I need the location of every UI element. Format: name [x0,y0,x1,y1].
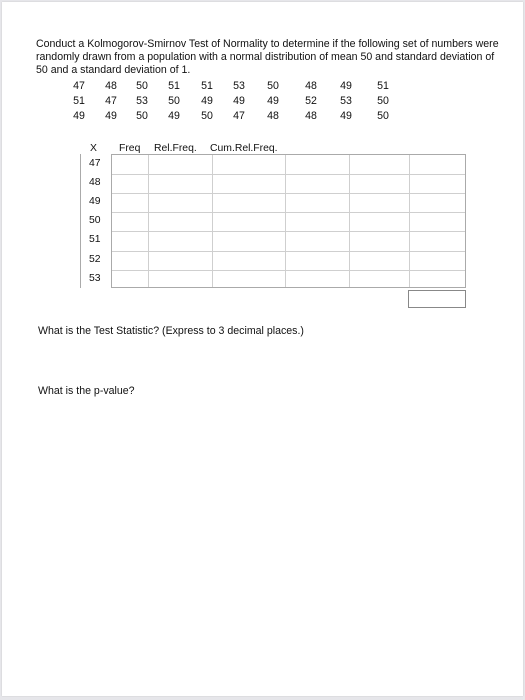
data-value: 51 [168,80,180,92]
test-statistic-answer-box[interactable] [408,290,466,308]
data-value: 53 [233,80,245,92]
table-row-divider [112,251,465,252]
data-value: 50 [267,80,279,92]
worksheet-page [2,2,523,696]
data-value: 47 [73,80,85,92]
table-row-divider [112,193,465,194]
table-row-divider [112,174,465,175]
header-rel-freq: Rel.Freq. [154,143,197,154]
x-value: 48 [89,177,101,189]
data-value: 49 [233,95,245,107]
data-value: 50 [168,95,180,107]
data-value: 50 [201,110,213,122]
data-value: 49 [267,95,279,107]
table-row-divider [112,270,465,271]
data-value: 47 [105,95,117,107]
data-value: 50 [136,110,148,122]
data-value: 48 [267,110,279,122]
data-value: 51 [73,95,85,107]
x-value: 52 [89,253,101,265]
x-value: 51 [89,234,101,246]
data-value: 53 [136,95,148,107]
x-value: 50 [89,215,101,227]
data-value: 53 [340,95,352,107]
data-value: 48 [305,80,317,92]
data-value: 49 [73,110,85,122]
x-value-column [80,154,110,288]
data-value: 49 [340,80,352,92]
table-row-divider [112,212,465,213]
data-value: 49 [201,95,213,107]
data-value: 50 [377,95,389,107]
data-value: 49 [340,110,352,122]
data-value: 51 [201,80,213,92]
x-value: 47 [89,158,101,169]
header-freq: Freq [119,143,141,154]
test-statistic-question: What is the Test Statistic? (Express to 3 decimal places.) [38,325,304,337]
data-value: 48 [105,80,117,92]
data-value: 50 [136,80,148,92]
header-cum-rel-freq: Cum.Rel.Freq. [210,143,278,154]
data-value: 51 [377,80,389,92]
problem-prompt: Conduct a Kolmogorov-Smirnov Test of Normality to determine if the following set of numbers were randomly drawn from a population with a normal distribution of mean 50 and standard deviation of 50 and a standard deviation of 1. [36,38,499,76]
p-value-question: What is the p-value? [38,385,135,397]
x-value: 49 [89,196,101,208]
data-value: 52 [305,95,317,107]
x-value: 53 [89,272,101,284]
data-value: 49 [168,110,180,122]
header-x: X [90,143,97,154]
table-row-divider [112,231,465,232]
data-value: 49 [105,110,117,122]
data-value: 47 [233,110,245,122]
data-value: 48 [305,110,317,122]
frequency-table-grid[interactable] [111,154,466,288]
data-value: 50 [377,110,389,122]
